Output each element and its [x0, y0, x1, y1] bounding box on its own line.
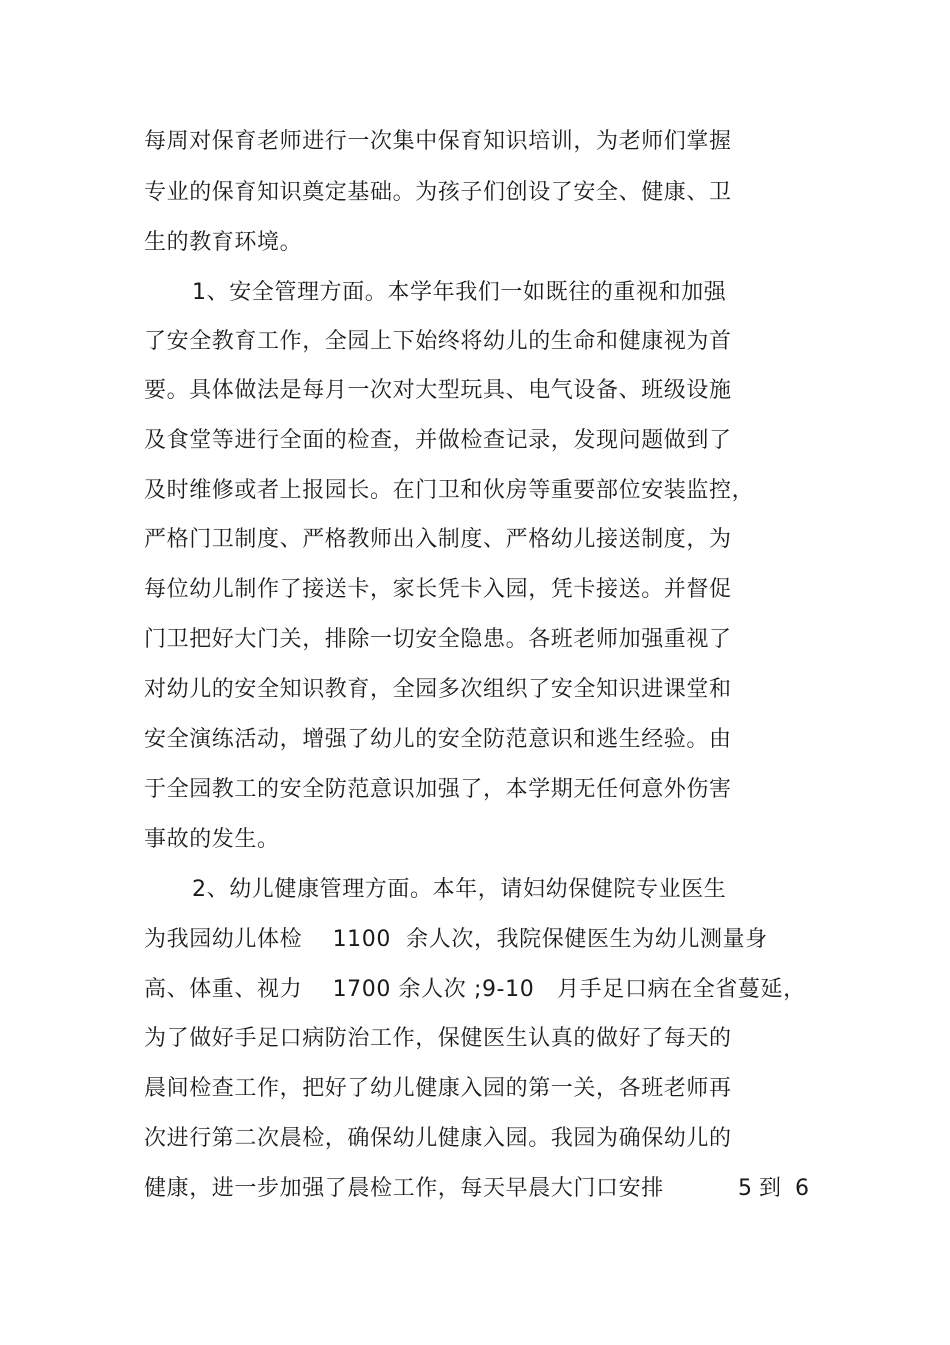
paragraph-line: 及食堂等进行全面的检查，并做检查记录，发现问题做到了 — [144, 428, 732, 453]
paragraph-line: 事故的发生。 — [144, 827, 280, 852]
paragraph-line: 晨间检查工作，把好了幼儿健康入园的第一关，各班老师再 — [144, 1076, 732, 1101]
paragraph-line: 每位幼儿制作了接送卡，家长凭卡入园，凭卡接送。并督促 — [144, 577, 732, 602]
paragraph-line: 次进行第二次晨检，确保幼儿健康入园。我园为确保幼儿的 — [144, 1126, 732, 1151]
paragraph-line: 安全演练活动，增强了幼儿的安全防范意识和逃生经验。由 — [144, 727, 732, 752]
paragraph-line: 要。具体做法是每月一次对大型玩具、电气设备、班级设施 — [144, 378, 732, 403]
paragraph-line: 门卫把好大门关，排除一切安全隐患。各班老师加强重视了 — [144, 627, 732, 652]
paragraph-line-tail: 5 到 6 — [738, 1176, 809, 1201]
paragraph-line: 于全园教工的安全防范意识加强了，本学期无任何意外伤害 — [144, 777, 732, 802]
paragraph-line: 对幼儿的安全知识教育，全园多次组织了安全知识进课堂和 — [144, 677, 732, 702]
paragraph-line: 及时维修或者上报园长。在门卫和伙房等重要部位安装监控， — [144, 478, 755, 503]
paragraph-line: 高、体重、视力 1700 余人次 ;9-10 月手足口病在全省蔓延， — [144, 977, 806, 1002]
paragraph-line: 2、幼儿健康管理方面。本年，请妇幼保健院专业医生 — [192, 877, 727, 902]
paragraph-line: 了安全教育工作，全园上下始终将幼儿的生命和健康视为首 — [144, 329, 732, 354]
paragraph-line: 为了做好手足口病防治工作，保健医生认真的做好了每天的 — [144, 1026, 732, 1051]
paragraph-line: 严格门卫制度、严格教师出入制度、严格幼儿接送制度，为 — [144, 527, 732, 552]
paragraph-line: 生的教育环境。 — [144, 230, 303, 255]
paragraph-line: 每周对保育老师进行一次集中保育知识培训，为老师们掌握 — [144, 129, 732, 154]
paragraph-line: 1、安全管理方面。本学年我们一如既往的重视和加强 — [192, 280, 727, 305]
paragraph-line: 健康，进一步加强了晨检工作，每天早晨大门口安排 — [144, 1176, 664, 1201]
paragraph-line: 专业的保育知识奠定基础。为孩子们创设了安全、健康、卫 — [144, 180, 732, 205]
paragraph-line: 为我园幼儿体检 1100 余人次，我院保健医生为幼儿测量身 — [144, 927, 768, 952]
